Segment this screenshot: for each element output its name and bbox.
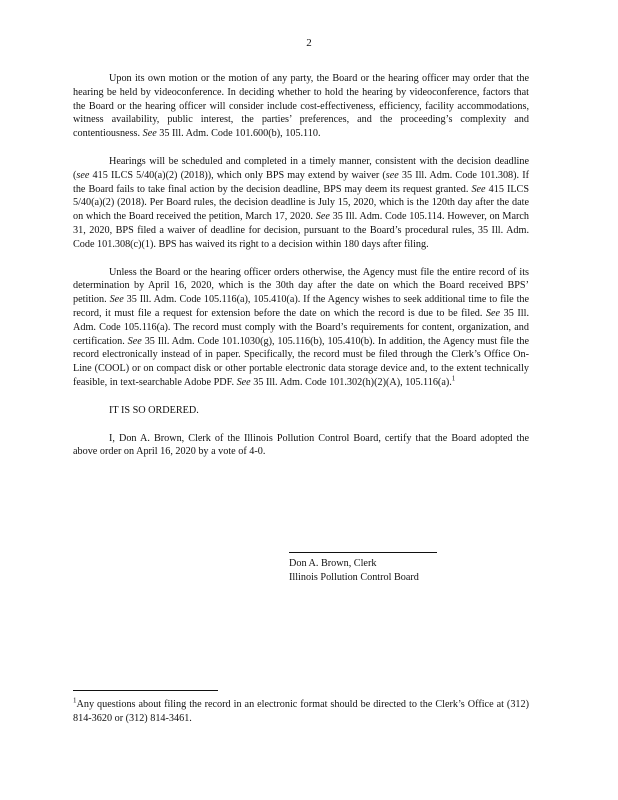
record-text-c: 35 Ill. Adm. Code 105.116(a). The record must comply with the Board’s requirements for content, organization, and certification. — [73, 307, 529, 347]
citation-signal: See — [109, 294, 124, 306]
signature-line — [289, 552, 437, 553]
videoconference-text: Upon its own motion or the motion of any party, the Board or the hearing officer may order that the hearing be held by videoconference. In deciding whether to hold the hearing by videoconference, factors that the Board or the hearing officer will consider include cost-effectiveness, efficiency, facility accommodations, witness availability, public interest, the parties’ preferences, and the proceeding’s complexity and contentiousness. — [73, 73, 529, 140]
videoconference-paragraph — [73, 72, 529, 141]
footnote — [73, 698, 529, 726]
citation-signal: See — [315, 211, 330, 223]
hearing-deadline-paragraph — [73, 155, 529, 252]
record-text-a: Unless the Board or the hearing officer orders otherwise, the Agency must file the entire record of its determination by April 16, 2020, which is the 30th day after the date on which the Board received BPS’ petition. — [73, 266, 529, 306]
signer-organization: Illinois Pollution Control Board — [289, 571, 419, 583]
footnote-marker: 1 — [73, 696, 77, 705]
citation-signal: see — [385, 169, 399, 181]
citation-signal: See — [236, 376, 251, 388]
citation-signal: See — [485, 307, 501, 319]
footnote-reference[interactable]: 1 — [451, 374, 456, 383]
so-ordered-line: IT IS SO ORDERED. — [109, 404, 199, 416]
hearing-text-b: 415 ILCS 5/40(a)(2) (2018)), which only BPS may extend by waiver ( — [92, 169, 386, 181]
hearing-text-a: Hearings will be scheduled and completed in a timely manner, consistent with the decision deadline ( — [73, 155, 529, 181]
page-number: 2 — [306, 37, 312, 49]
record-text-b: 35 Ill. Adm. Code 105.116(a), 105.410(a). If the Agency wishes to seek additional time to file the record, it must file a request for extension before the date on which the record is due to be filed. — [73, 294, 530, 319]
record-text-e: 35 Ill. Adm. Code 101.302(h)(2)(A), 105.116(a). — [253, 376, 452, 388]
citation: 35 Ill. Adm. Code 101.600(b), 105.110. — [159, 128, 321, 140]
clerk-certification: I, Don A. Brown, Clerk of the Illinois Pollution Control Board, certify that the Board adopted the above order on April 16, 2020 by a vote of 4-0. — [73, 432, 529, 458]
signer-name: Don A. Brown, Clerk — [289, 558, 377, 569]
citation-signal: see — [76, 169, 90, 181]
record-text-d: 35 Ill. Adm. Code 101.1030(g), 105.116(b), 105.410(b). In addition, the Agency must file the record electronically instead of in paper. Specifically, the record must be filed through the Clerk’s Office On-Line (COOL) or on compact disk or other portable electronic data storage device and, to the extent technically feasible, in text-searchable Adobe PDF. — [73, 335, 530, 388]
citation-signal: See — [127, 335, 142, 347]
hearing-text-c: 35 Ill. Adm. Code 101.308). If the Board fails to take final action by the decision deadline, BPS may deem its request granted. — [73, 169, 529, 195]
footnote-text: Any questions about filing the record in an electronic format should be directed to the Clerk’s Office at (312) 814-3620 or (312) 814-3461. — [73, 699, 529, 724]
hearing-text-e: 35 Ill. Adm. Code 105.114. However, on March 31, 2020, BPS filed a waiver of deadline for decision, pursuant to the Board’s procedural rules, 35 Ill. Adm. Code 101.308(c)(1). BPS has waived its right to a decision within 180 days after filing. — [73, 211, 530, 250]
footnote-divider — [73, 690, 218, 691]
citation-signal: See — [142, 128, 157, 140]
signature-block — [289, 552, 439, 585]
order-body — [73, 72, 529, 473]
record-filing-paragraph — [73, 266, 529, 390]
citation-signal: See — [471, 183, 486, 195]
hearing-text-d: 415 ILCS 5/40(a)(2) (2018). Per Board rules, the decision deadline is July 15, 2020, which is the 120th day after the date on which the Board received the petition, March 17, 2020. — [73, 183, 530, 223]
